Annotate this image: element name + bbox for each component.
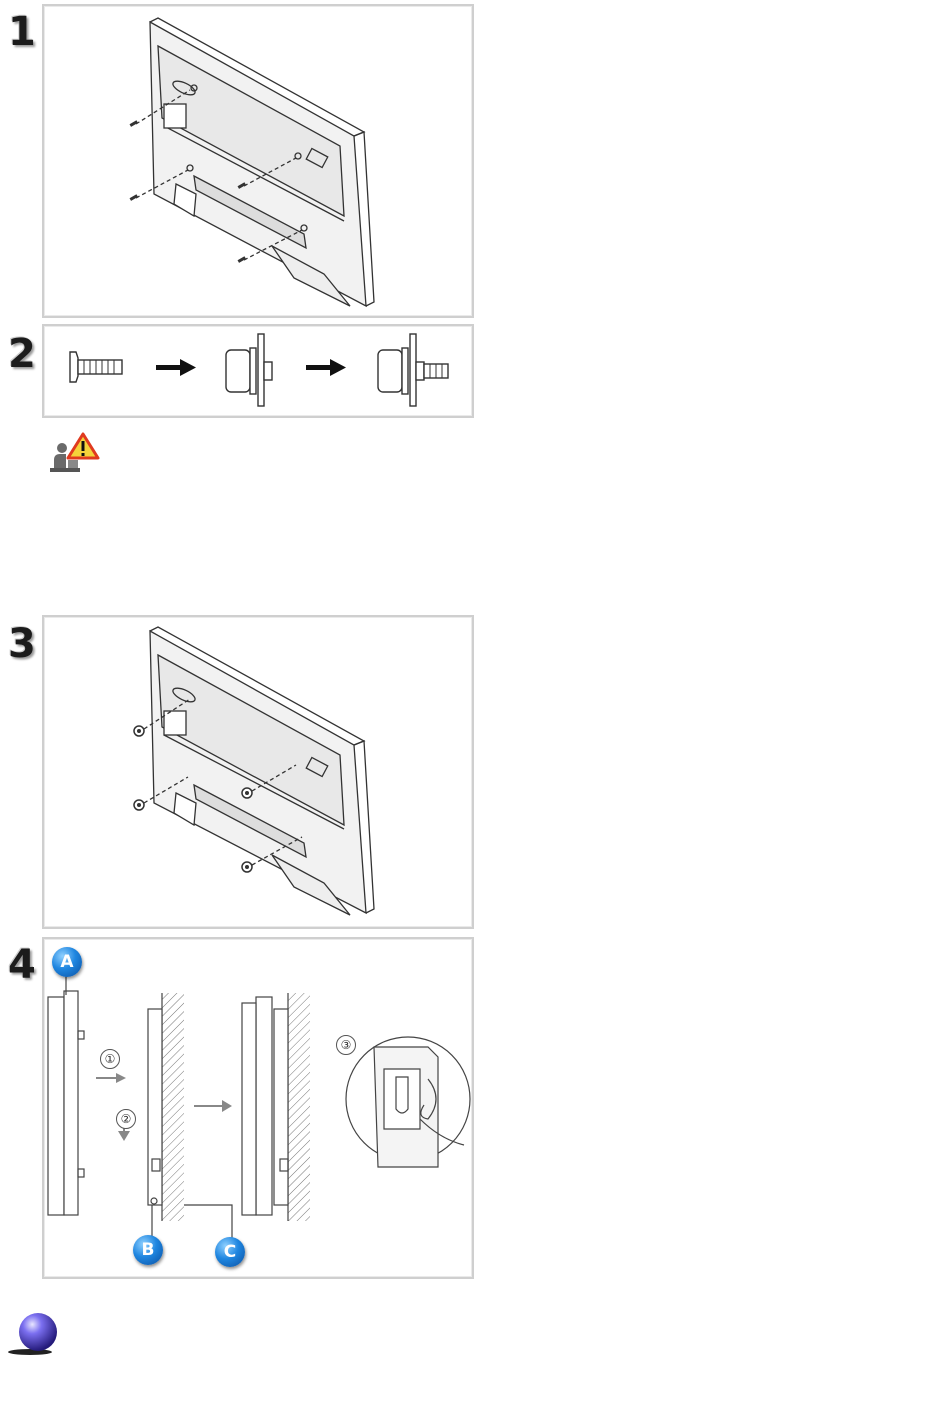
- step-number-1: 1: [8, 9, 36, 55]
- callout-b: B: [133, 1235, 163, 1265]
- step-number-2: 2: [8, 331, 36, 377]
- step-number-4: 4: [8, 942, 36, 988]
- substep-2-label: ②: [116, 1109, 136, 1129]
- tv-rear-washers-illustration: [44, 617, 472, 927]
- screw-washer-sequence-illustration: [44, 326, 472, 416]
- step-3-panel: [42, 615, 474, 929]
- wall-mount-hanging-illustration: [44, 939, 472, 1277]
- warning-triangle-icon: [46, 430, 100, 474]
- callout-c: C: [215, 1237, 245, 1267]
- step-4-panel: [42, 937, 474, 1279]
- tv-rear-screws-illustration: [44, 6, 472, 316]
- step-2-panel: [42, 324, 474, 418]
- callout-a: A: [52, 947, 82, 977]
- substep-1-label: ①: [100, 1049, 120, 1069]
- note-ball-icon: [6, 1310, 66, 1358]
- substep-3-label: ③: [336, 1035, 356, 1055]
- step-1-panel: [42, 4, 474, 318]
- step-number-3: 3: [8, 621, 36, 667]
